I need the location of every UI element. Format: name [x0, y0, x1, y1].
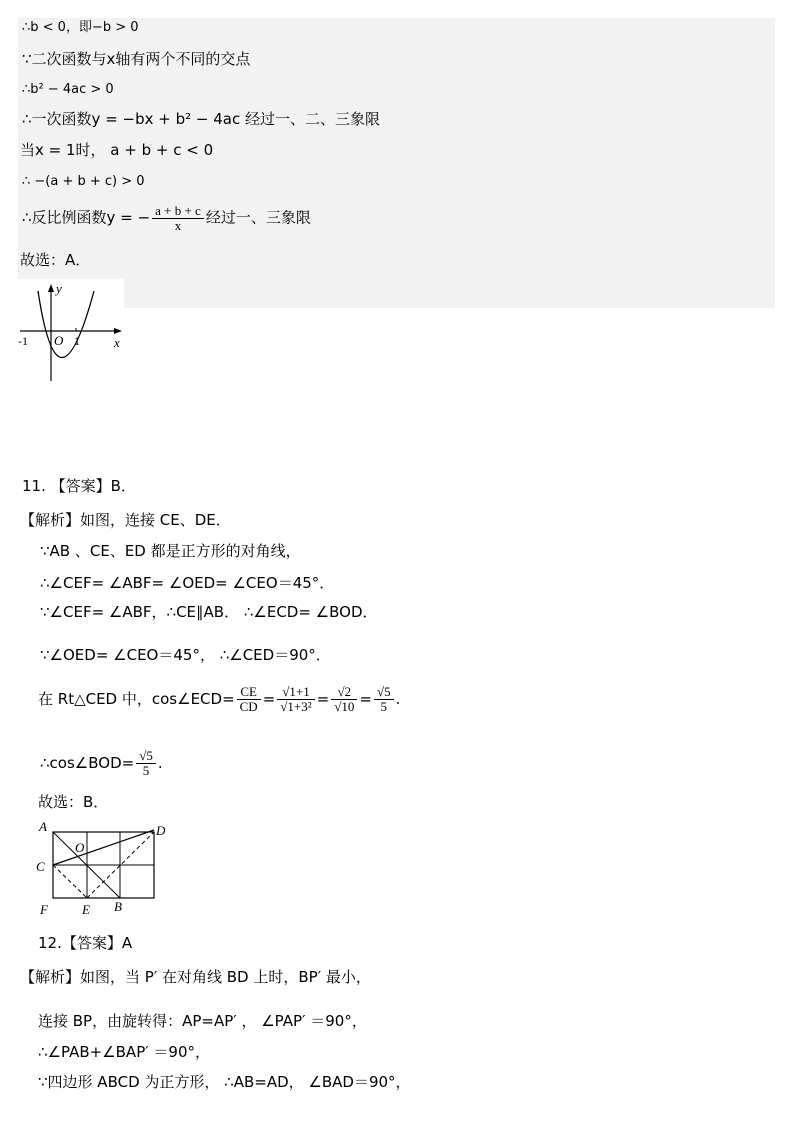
- line-linear-function: ∴一次函数y = −bx + b² − 4ac 经过一、二、三象限: [22, 110, 380, 128]
- fraction-numerator: √5: [374, 685, 394, 700]
- equals-sign: =: [359, 690, 372, 708]
- graph-y-label: y: [56, 281, 62, 296]
- fraction-ce-cd: [237, 685, 261, 713]
- q11-cos-bod-line: ∴cos∠BOD= $\frac{√5}{5}$ .: [40, 748, 163, 778]
- point-f-label: F: [40, 902, 48, 917]
- point-d-label: D: [156, 823, 166, 838]
- q12-line-rotation: 连接 BP，由旋转得：AP=AP′ ， ∠PAP′ ＝90°，: [38, 1012, 367, 1030]
- q11-answer-heading: 11. 【答案】B．: [22, 477, 136, 495]
- line-inverse-function: [22, 204, 311, 232]
- inverse-function-fraction: [152, 204, 204, 232]
- fraction-numerator: a + b + c: [152, 204, 204, 219]
- q12-line-square: ∵四边形 ABCD 为正方形， ∴AB=AD， ∠BAD＝90°，: [38, 1073, 411, 1091]
- q12-analysis-intro: 【解析】如图，当 P′ 在对角线 BD 上时，BP′ 最小，: [20, 968, 371, 986]
- fraction-sqrt5-5: [136, 749, 156, 777]
- fraction-numerator: √2: [331, 685, 357, 700]
- equals-sign: =: [316, 690, 330, 708]
- q11-cos-ecd-prefix: 在 Rt△CED 中，cos∠ECD=: [38, 690, 235, 708]
- fraction-denominator: x: [174, 217, 182, 233]
- line-choice-a: 故选：A．: [20, 251, 91, 269]
- fraction-numerator: CE: [237, 685, 261, 700]
- inverse-function-prefix: ∴反比例函数y = −: [22, 208, 151, 227]
- fraction-denominator: √1+3²: [280, 699, 312, 714]
- line-two-intersections: ∵二次函数与x轴有两个不同的交点: [22, 50, 251, 68]
- fraction-denominator: 5: [380, 699, 388, 714]
- q11-analysis-intro: 【解析】如图，连接 CE、DE．: [20, 511, 231, 529]
- line-b-negative: ∴b < 0，即−b > 0: [22, 20, 139, 35]
- fraction-denominator: CD: [239, 699, 258, 714]
- fraction-sqrt-ratio: [277, 685, 314, 713]
- equals-sign: =: [262, 690, 276, 708]
- parabola-graph: [18, 279, 124, 385]
- q11-line-diagonals: ∵AB 、CE、ED 都是正方形的对角线，: [40, 542, 301, 560]
- inverse-function-suffix: 经过一、三象限: [205, 208, 311, 227]
- q12-line-angle-sum: ∴∠PAB+∠BAP′ ＝90°，: [38, 1043, 211, 1061]
- q11-cos-ecd-line: 在 Rt△CED 中，cos∠ECD= $\frac{CE}{CD}$ = $\frac{√1+1}{\text{√1+3²}}$ = $\frac{√2}{√10}$ = $\frac{√5}{5}$ .: [38, 684, 401, 714]
- graph-one-label: 1: [74, 334, 80, 348]
- line-discriminant: ∴b² − 4ac > 0: [22, 82, 114, 97]
- line-x-equals-1: 当x = 1时， a + b + c < 0: [20, 141, 214, 159]
- q11-line-parallel: ∵∠CEF= ∠ABF，∴CE∥AB． ∴∠ECD= ∠BOD．: [40, 603, 378, 621]
- graph-origin-label: O: [54, 333, 64, 348]
- q11-line-right-angle: ∵∠OED= ∠CEO＝45°， ∴∠CED＝90°．: [40, 646, 331, 664]
- q11-choice-b: 故选：B．: [38, 793, 109, 811]
- fraction-sqrt5-5: [374, 685, 394, 713]
- graph-x-label: x: [114, 335, 120, 350]
- point-b-label: B: [114, 899, 122, 914]
- q12-answer-heading: 12.【答案】A: [38, 934, 133, 952]
- point-o-label: O: [75, 840, 85, 855]
- point-a-label: A: [39, 819, 47, 834]
- fraction-numerator: √1+1: [277, 685, 314, 700]
- grid-figure: [32, 818, 172, 918]
- q11-line-angles-45: ∴∠CEF= ∠ABF= ∠OED= ∠CEO＝45°．: [40, 574, 335, 592]
- point-e-label: E: [82, 902, 90, 917]
- line-negative-sum: ∴ −(a + b + c) > 0: [22, 174, 145, 189]
- graph-minus-one-label: -1: [18, 334, 28, 348]
- point-c-label: C: [36, 859, 45, 874]
- fraction-sqrt2-sqrt10: [331, 685, 357, 713]
- fraction-denominator: 5: [142, 763, 150, 778]
- fraction-numerator: √5: [136, 749, 156, 764]
- q11-cos-bod-prefix: ∴cos∠BOD=: [40, 754, 135, 772]
- fraction-denominator: √10: [334, 699, 355, 714]
